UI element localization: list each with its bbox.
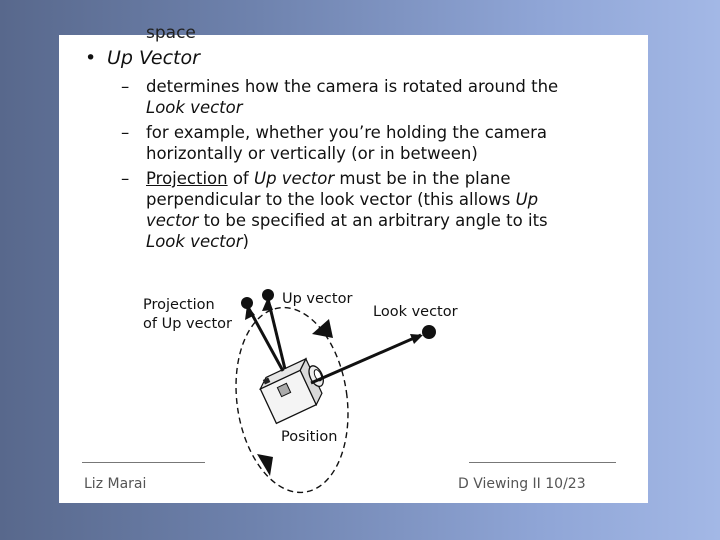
dash-marker: – bbox=[121, 123, 130, 142]
label-up-vector: Up vector bbox=[282, 291, 353, 307]
footer-rule-left bbox=[82, 462, 205, 463]
line2-italic: Up bbox=[515, 190, 539, 209]
look-vector-endpoint bbox=[422, 325, 436, 339]
bullet-title: Up Vector bbox=[107, 47, 200, 69]
label-projection-line1: Projection bbox=[143, 297, 215, 313]
camera-icon bbox=[257, 355, 333, 423]
dash-marker: – bbox=[121, 169, 130, 188]
sub-item-1-line1: determines how the camera is rotated around the bbox=[146, 77, 559, 96]
line3-text: to be specified at an arbitrary angle to its bbox=[198, 211, 548, 230]
slide bbox=[59, 23, 648, 503]
label-projection-line2: of Up vector bbox=[143, 316, 233, 332]
footer-slide-info: D Viewing II 10/23 bbox=[458, 476, 586, 492]
sub-item-1-line2: Look vector bbox=[146, 98, 243, 117]
line3-italic: vector bbox=[146, 211, 199, 230]
of-text: of bbox=[227, 169, 254, 188]
projection-underlined: Projection bbox=[146, 169, 228, 188]
look-vector-line bbox=[311, 335, 421, 383]
up-vector-italic: Up vector bbox=[254, 169, 335, 188]
cutoff-text: space bbox=[146, 23, 196, 43]
line2-text: perpendicular to the look vector (this allows bbox=[146, 190, 516, 209]
line4-end: ) bbox=[242, 232, 249, 251]
dash-marker: – bbox=[121, 77, 130, 96]
rest-text: must be in the plane bbox=[334, 169, 511, 188]
line4-italic: Look vector bbox=[146, 232, 243, 251]
label-position: Position bbox=[281, 429, 338, 445]
bullet-dot: • bbox=[85, 47, 97, 69]
sub-item-2-line2: horizontally or vertically (or in between) bbox=[146, 144, 478, 163]
sub-item-2-line1: for example, whether you’re holding the camera bbox=[146, 123, 548, 142]
camera-diagram bbox=[59, 35, 648, 503]
footer-author: Liz Marai bbox=[84, 476, 147, 492]
footer-rule-right bbox=[469, 462, 616, 463]
label-look-vector: Look vector bbox=[373, 304, 458, 320]
